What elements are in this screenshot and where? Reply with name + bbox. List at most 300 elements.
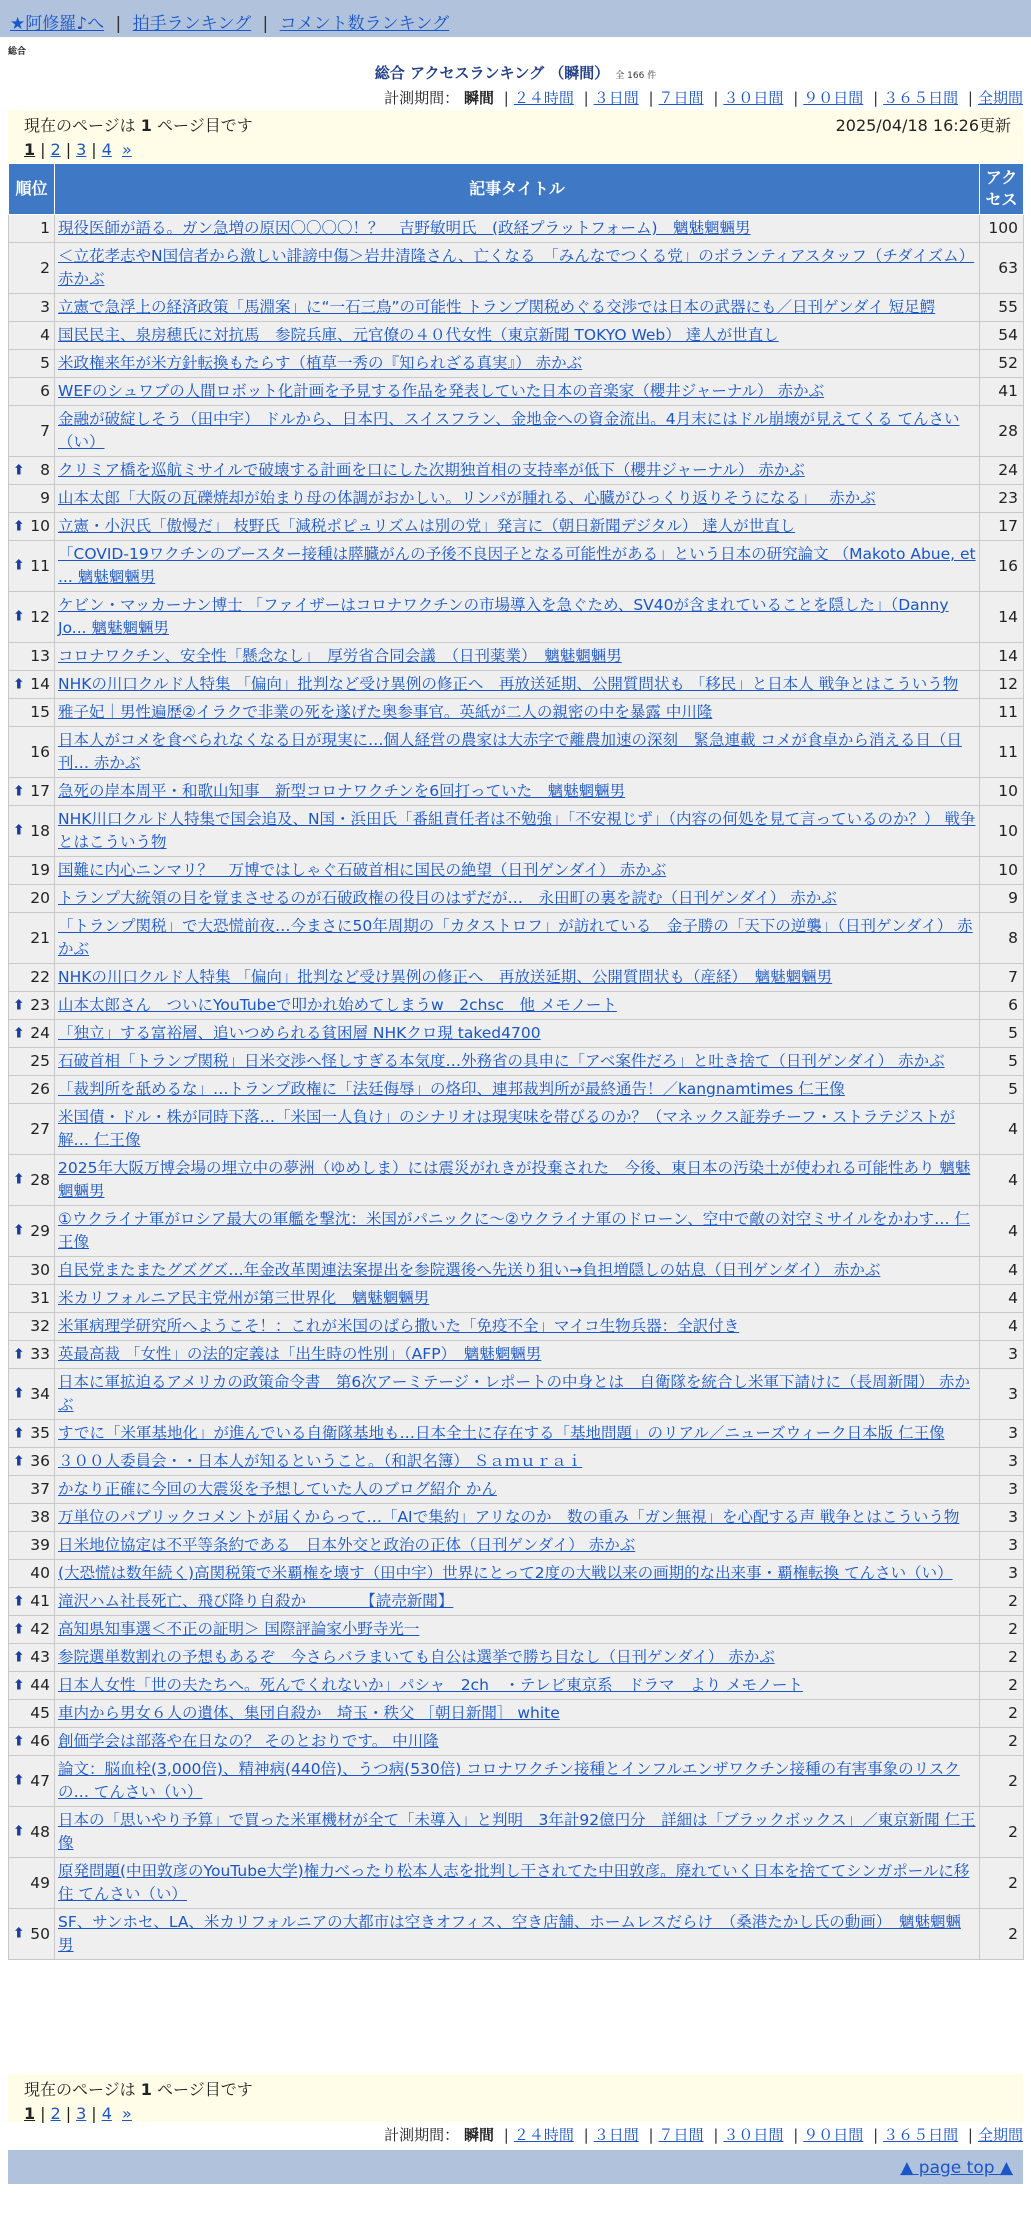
rank-cell — [9, 913, 55, 964]
access-count: 6 — [980, 992, 1024, 1020]
table-row — [9, 806, 1024, 857]
rank-cell — [9, 1756, 55, 1807]
table-row — [9, 322, 1024, 350]
article-title-link[interactable]: 論文：脳血栓(3,000倍)、精神病(440倍)、うつ病(530倍) コロナワクチン接種とインフルエンザワクチン接種の有害事象のリスクの… てんさい（い） — [58, 1760, 960, 1801]
page-link-4[interactable]: 4 — [101, 2104, 112, 2123]
page-link-2[interactable]: 2 — [50, 140, 61, 159]
table-row — [9, 643, 1024, 671]
rank-number: 33 — [30, 1345, 50, 1363]
rank-number: 43 — [30, 1648, 50, 1666]
access-count: 23 — [980, 485, 1024, 513]
table-row — [9, 1644, 1024, 1672]
rank-cell — [9, 1728, 55, 1756]
title-cell — [55, 643, 980, 671]
rank-cell — [9, 1104, 55, 1155]
period-90d-link[interactable]: ９０日間 — [803, 89, 864, 107]
rank-cell — [9, 592, 55, 643]
rank-up-arrow-icon: ⬆ — [13, 1171, 25, 1188]
rank-up-arrow-icon: ⬆ — [13, 1823, 25, 1840]
period-3d-link[interactable]: ３日間 — [593, 2126, 639, 2144]
period-24h-link[interactable]: ２４時間 — [513, 89, 574, 107]
table-row — [9, 243, 1024, 294]
next-page-link[interactable]: » — [122, 2104, 132, 2123]
rank-up-arrow-icon: ⬆ — [13, 676, 25, 692]
article-title-link[interactable]: かなり正確に今回の大震災を予想していた人のブログ紹介 かん — [58, 1480, 497, 1498]
title-cell — [55, 378, 980, 406]
ranking-table-body — [9, 215, 1024, 1960]
rank-cell — [9, 671, 55, 699]
footer-bar — [8, 2150, 1023, 2184]
rank-cell — [9, 1616, 55, 1644]
table-row — [9, 592, 1024, 643]
table-row — [9, 857, 1024, 885]
rank-number: 35 — [30, 1424, 50, 1442]
rank-up-arrow-icon: ⬆ — [13, 608, 25, 625]
table-row — [9, 1020, 1024, 1048]
rank-up-arrow-icon: ⬆ — [13, 1425, 25, 1441]
period-365d-link[interactable]: ３６５日間 — [883, 89, 959, 107]
title-cell — [55, 485, 980, 513]
title-cell — [55, 322, 980, 350]
rank-number: 26 — [30, 1080, 50, 1098]
rank-cell — [9, 964, 55, 992]
table-row — [9, 1104, 1024, 1155]
article-title-link[interactable]: 日本に軍拡迫るアメリカの政策命令書 第6次アーミテージ・レポートの中身とは 自衛隊を統合し米軍下請けに（長周新聞） 赤かぶ — [58, 1373, 970, 1414]
table-row — [9, 378, 1024, 406]
access-count: 2 — [980, 1909, 1024, 1960]
article-title-link[interactable]: NHKの川口クルド人特集 「偏向」批判など受け異例の修正へ 再放送延期、公開質問状も（産経） 魑魅魍魎男 — [58, 968, 833, 986]
rank-number: 46 — [30, 1732, 50, 1750]
rank-number: 41 — [30, 1592, 50, 1610]
rank-cell — [9, 806, 55, 857]
page-status-prefix: 現在のページは — [24, 2080, 136, 2099]
rank-cell — [9, 727, 55, 778]
access-count: 3 — [980, 1369, 1024, 1420]
period-30d-link[interactable]: ３０日間 — [723, 89, 784, 107]
access-count: 2 — [980, 1616, 1024, 1644]
rank-number: 11 — [30, 556, 50, 575]
title-cell — [55, 964, 980, 992]
article-title-link[interactable]: (大恐慌は数年続く)高関税策で米覇権を壊す（田中宇）世界にとって2度の大戦以来の画期的な出来事・覇権転換 てんさい（い） — [58, 1564, 953, 1582]
title-cell — [55, 699, 980, 727]
title-cell — [55, 1369, 980, 1420]
access-count: 4 — [980, 1206, 1024, 1257]
title-cell — [55, 1672, 980, 1700]
rank-number: 14 — [30, 675, 50, 693]
article-title-link[interactable]: ケビン・マッカーナン博士 「ファイザーはコロナワクチンの市場導入を急ぐため、SV40が含まれていることを隠した」（Danny Jo... 魑魅魍魎男 — [58, 596, 949, 637]
table-row — [9, 513, 1024, 541]
article-title-link[interactable]: 原発問題(中田敦彦のYouTube大学)権力べったり松本人志を批判し干されてた中田敦彦。廃れていく日本を捨ててシンガポールに移住 てんさい（い） — [58, 1862, 970, 1903]
rank-number: 1 — [40, 219, 50, 237]
rank-cell — [9, 1048, 55, 1076]
article-title-link[interactable]: 創価学会は部落や在日なの？ そのとおりです。 中川隆 — [58, 1732, 439, 1750]
rank-number: 20 — [30, 889, 50, 907]
applause-ranking-link[interactable]: 拍手ランキング — [132, 14, 252, 34]
title-cell — [55, 513, 980, 541]
rank-cell — [9, 294, 55, 322]
page-title-text: 総合 アクセスランキング （瞬間） — [374, 64, 610, 82]
title-cell — [55, 857, 980, 885]
article-title-link[interactable]: 米カリフォルニア民主党州が第三世界化 魑魅魍魎男 — [58, 1289, 430, 1307]
current-page-number: 1 — [140, 116, 152, 135]
rank-cell — [9, 992, 55, 1020]
article-title-link[interactable]: 日本の「思いやり予算」で買った米軍機材が全て「未導入」と判明 3年計92億円分 詳細は「ブラックボックス」／東京新聞 仁王像 — [58, 1811, 976, 1852]
access-count: 2 — [980, 1644, 1024, 1672]
rank-number: 7 — [40, 421, 50, 440]
rank-number: 49 — [30, 1873, 50, 1892]
access-count: 4 — [980, 1313, 1024, 1341]
rank-cell — [9, 1644, 55, 1672]
table-row — [9, 457, 1024, 485]
period-selector: 計測期間： 瞬間 | ２４時間 | ３日間 | ７日間 | ３０日間 | ９０日間 | ３６５日間 | 全期間 — [384, 89, 1023, 107]
title-cell — [55, 1206, 980, 1257]
table-row — [9, 1206, 1024, 1257]
title-column-header: 記事タイトル — [55, 164, 980, 215]
article-title-link[interactable]: 「独立」する富裕層、追いつめられる貧困層 NHKクロ現 taked4700 — [58, 1024, 541, 1042]
article-title-link[interactable]: 雅子妃｜男性遍歴②イラクで非業の死を遂げた奥参事官。英紙が二人の親密の中を暴露 中川隆 — [58, 703, 713, 721]
table-row — [9, 1588, 1024, 1616]
rank-cell — [9, 1341, 55, 1369]
access-count: 11 — [980, 727, 1024, 778]
title-cell — [55, 1532, 980, 1560]
article-title-link[interactable]: 高知県知事選＜不正の証明＞ 国際評論家小野寺光一 — [58, 1620, 420, 1638]
category-label: 総合 — [8, 47, 27, 57]
title-cell — [55, 992, 980, 1020]
article-title-link[interactable]: SF、サンホセ、LA、米カリフォルニアの大都市は空きオフィス、空き店舗、ホームレスだらけ （桑港たかし氏の動画） 魑魅魍魎男 — [58, 1913, 961, 1954]
rank-cell — [9, 378, 55, 406]
period-3d-link[interactable]: ３日間 — [593, 89, 639, 107]
page-link-3[interactable]: 3 — [76, 2104, 87, 2123]
article-title-link[interactable]: トランプ大統領の目を覚まさせるのが石破政権の役目のはずだが… 永田町の裏を読む（日刊ゲンダイ） 赤かぶ — [58, 889, 837, 907]
rank-cell — [9, 243, 55, 294]
table-row — [9, 1155, 1024, 1206]
access-count: 4 — [980, 1104, 1024, 1155]
updated-timestamp: 2025/04/18 16:26更新 — [835, 116, 1011, 135]
title-cell — [55, 1909, 980, 1960]
rank-cell — [9, 778, 55, 806]
table-row — [9, 215, 1024, 243]
article-title-link[interactable]: ①ウクライナ軍がロシア最大の軍艦を撃沈：米国がパニックに～②ウクライナ軍のドローン、空中で敵の対空ミサイルをかわす… 仁王像 — [58, 1210, 971, 1251]
rank-up-arrow-icon: ⬆ — [13, 1649, 25, 1665]
access-count: 3 — [980, 1560, 1024, 1588]
asyura-home-link[interactable]: ★阿修羅♪へ — [10, 14, 105, 34]
article-title-link[interactable]: 日本人がコメを食べられなくなる日が現実に…個人経営の農家は大赤字で離農加速の深刻 緊急連載 コメが食卓から消える日（日刊… 赤かぶ — [58, 731, 962, 772]
article-title-link[interactable]: 英最高裁 「女性」の法的定義は「出生時の性別」（AFP） 魑魅魍魎男 — [58, 1345, 542, 1363]
rank-up-arrow-icon: ⬆ — [13, 518, 25, 534]
table-row — [9, 671, 1024, 699]
rank-cell — [9, 1369, 55, 1420]
article-title-link[interactable]: 立憲で急浮上の経済政策「馬淵案」に“一石三鳥”の可能性 トランプ関税めぐる交渉では日本の武器にも／日刊ゲンダイ 短足鰐 — [58, 298, 936, 316]
rank-up-arrow-icon: ⬆ — [13, 1621, 25, 1637]
title-cell — [55, 1155, 980, 1206]
access-count: 3 — [980, 1420, 1024, 1448]
rank-number: 18 — [30, 821, 50, 840]
rank-number: 38 — [30, 1508, 50, 1526]
table-row — [9, 885, 1024, 913]
rank-number: 10 — [30, 517, 50, 535]
rank-cell — [9, 513, 55, 541]
page-link-1[interactable]: 1 — [24, 2104, 36, 2123]
page-links: 1 | 2 | 3 | 4 » — [24, 2104, 132, 2123]
access-count: 16 — [980, 541, 1024, 592]
page-status-prefix: 現在のページは — [24, 116, 136, 135]
rank-number: 5 — [40, 354, 50, 372]
rank-cell — [9, 1448, 55, 1476]
access-count: 55 — [980, 294, 1024, 322]
table-row — [9, 1909, 1024, 1960]
article-title-link[interactable]: 急死の岸本周平・和歌山知事 新型コロナワクチンを6回打っていた 魑魅魍魎男 — [58, 782, 626, 800]
rank-number: 25 — [30, 1052, 50, 1070]
article-title-link[interactable]: 山本太郎「大阪の瓦礫焼却が始まり母の体調がおかしい。リンパが腫れる、心臓がひっくり返りそうになる」 赤かぶ — [58, 489, 876, 507]
rank-up-arrow-icon: ⬆ — [13, 1222, 25, 1239]
page-status-suffix: ページ目です — [157, 2080, 253, 2099]
access-count: 41 — [980, 378, 1024, 406]
access-count: 2 — [980, 1858, 1024, 1909]
next-page-link[interactable]: » — [122, 140, 132, 159]
table-row — [9, 727, 1024, 778]
table-row — [9, 1076, 1024, 1104]
access-count: 3 — [980, 1341, 1024, 1369]
pager-top — [8, 110, 1023, 163]
rank-cell — [9, 1560, 55, 1588]
title-cell — [55, 1341, 980, 1369]
article-title-link[interactable]: 参院選単数割れの予想もあるぞ 今さらバラまいても自公は選挙で勝ち目なし（日刊ゲンダイ） 赤かぶ — [58, 1648, 775, 1666]
access-count: 4 — [980, 1257, 1024, 1285]
rank-up-arrow-icon: ⬆ — [13, 783, 25, 799]
rank-cell — [9, 1504, 55, 1532]
period-label: 計測期間： — [384, 89, 460, 107]
rank-number: 30 — [30, 1261, 50, 1279]
access-count: 100 — [980, 215, 1024, 243]
access-count: 10 — [980, 778, 1024, 806]
rank-number: 48 — [30, 1822, 50, 1841]
rank-cell — [9, 1420, 55, 1448]
title-cell — [55, 806, 980, 857]
article-title-link[interactable]: 2025年大阪万博会場の埋立中の夢洲（ゆめしま）には震災がれきが投棄された 今後、東日本の汚染土が使われる可能性あり 魑魅魍魎男 — [58, 1159, 971, 1200]
rank-cell — [9, 350, 55, 378]
access-count: 5 — [980, 1048, 1024, 1076]
article-title-link[interactable]: 車内から男女６人の遺体、集団自殺か 埼玉・秩父 ［朝日新聞］ white — [58, 1704, 560, 1722]
rank-cell — [9, 1285, 55, 1313]
rank-cell — [9, 1858, 55, 1909]
access-count: 11 — [980, 699, 1024, 727]
article-title-link[interactable]: 米国債・ドル・株が同時下落…「米国一人負け」のシナリオは現実味を帯びるのか？（マネックス証券チーフ・ストラテジストが解… 仁王像 — [58, 1108, 956, 1149]
article-title-link[interactable]: 山本太郎さん ついにYouTubeで叩かれ始めてしまうw 2chsc 他 メモノート — [58, 996, 617, 1014]
comment-ranking-link[interactable]: コメント数ランキング — [279, 14, 450, 34]
article-title-link[interactable]: クリミア橋を巡航ミサイルで破壊する計画を口にした次期独首相の支持率が低下（櫻井ジャーナル） 赤かぶ — [58, 461, 805, 479]
rank-number: 12 — [30, 607, 50, 626]
rank-number: 36 — [30, 1452, 50, 1470]
table-row — [9, 913, 1024, 964]
rank-cell — [9, 1807, 55, 1858]
title-cell — [55, 1756, 980, 1807]
period-7d-link[interactable]: ７日間 — [658, 2126, 704, 2144]
rank-cell — [9, 215, 55, 243]
title-cell — [55, 671, 980, 699]
article-title-link[interactable]: すでに「米軍基地化」が進んでいる自衛隊基地も…日本全土に存在する「基地問題」のリアル／ニューズウィーク日本版 仁王像 — [58, 1424, 945, 1442]
title-cell — [55, 885, 980, 913]
article-title-link[interactable]: ＜立花孝志やN国信者から激しい誹謗中傷＞岩井清隆さん、亡くなる 「みんなでつくる党」のボランティアスタッフ（チダイズム） 赤かぶ — [58, 247, 975, 288]
table-row — [9, 1369, 1024, 1420]
page-status — [24, 2078, 1007, 2102]
table-row — [9, 1504, 1024, 1532]
period-all-link[interactable]: 全期間 — [977, 89, 1023, 107]
page-link-3[interactable]: 3 — [76, 140, 87, 159]
title-cell — [55, 778, 980, 806]
title-cell — [55, 406, 980, 457]
rank-number: 37 — [30, 1480, 50, 1498]
access-count: 12 — [980, 671, 1024, 699]
period-24h-link[interactable]: ２４時間 — [513, 2126, 574, 2144]
rank-up-arrow-icon: ⬆ — [13, 1772, 25, 1789]
title-cell — [55, 1448, 980, 1476]
title-cell — [55, 913, 980, 964]
rank-up-arrow-icon: ⬆ — [13, 1025, 25, 1041]
rank-up-arrow-icon: ⬆ — [13, 462, 25, 478]
article-title-link[interactable]: 国民民主、泉房穂氏に対抗馬 参院兵庫、元官僚の４０代女性（東京新聞 TOKYO Web） 達人が世直し — [58, 326, 779, 344]
article-title-link[interactable]: 自民党またまたグズグズ…年金改革関連法案提出を参院選後へ先送り狙い→負担増隠しの姑息（日刊ゲンダイ） 赤かぶ — [58, 1261, 881, 1279]
title-cell — [55, 1420, 980, 1448]
separator: | — [262, 14, 269, 34]
rank-up-arrow-icon: ⬆ — [13, 1346, 25, 1362]
rank-cell — [9, 322, 55, 350]
page-link-4[interactable]: 4 — [101, 140, 112, 159]
article-title-link[interactable]: 金融が破綻しそう（田中宇） ドルから、日本円、スイスフラン、金地金への資金流出。4月末にはドル崩壊が見えてくる てんさい（い） — [58, 410, 960, 451]
separator: | — [115, 14, 122, 34]
rank-number: 8 — [40, 461, 50, 479]
period-label: 計測期間： — [384, 2126, 460, 2144]
article-title-link[interactable]: 立憲・小沢氏「傲慢だ」 枝野氏「減税ポピュリズムは別の党」発言に（朝日新聞デジタル） 達人が世直し — [58, 517, 796, 535]
article-title-link[interactable]: NHKの川口クルド人特集 「偏向」批判など受け異例の修正へ 再放送延期、公開質問状も 「移民」と日本人 戦争とはこういう物 — [58, 675, 959, 693]
access-count: 17 — [980, 513, 1024, 541]
title-cell — [55, 1644, 980, 1672]
article-title-link[interactable]: コロナワクチン、安全性「懸念なし」 厚労省合同会議 （日刊薬業） 魑魅魍魎男 — [58, 647, 622, 665]
article-title-link[interactable]: 米政権来年が米方針転換もたらす（植草一秀の『知られざる真実』） 赤かぶ — [58, 354, 583, 372]
article-title-link[interactable]: ３００人委員会・・日本人が知るということ。（和訳名簿） Ｓａｍｕｒａｉ — [58, 1452, 583, 1470]
table-row — [9, 1257, 1024, 1285]
table-row — [9, 1756, 1024, 1807]
article-title-link[interactable]: 「COVID-19ワクチンのブースター接種は膵臓がんの予後不良因子となる可能性がある」という日本の研究論文 （Makoto Abue, et ... 魑魅魍魎男 — [58, 545, 976, 586]
period-30d-link[interactable]: ３０日間 — [723, 2126, 784, 2144]
rank-number: 42 — [30, 1620, 50, 1638]
table-row — [9, 1448, 1024, 1476]
article-title-link[interactable]: 国難に内心ニンマリ？ 万博ではしゃぐ石破首相に国民の絶望（日刊ゲンダイ） 赤かぶ — [58, 861, 667, 879]
access-count: 7 — [980, 964, 1024, 992]
top-nav-bar — [0, 0, 1031, 37]
period-current: 瞬間 — [463, 89, 494, 107]
title-cell — [55, 1285, 980, 1313]
article-title-link[interactable]: 日本人女性「世の夫たちへ。死んでくれないか」パシャ 2ch ・テレビ東京系 ドラマ より メモノート — [58, 1676, 803, 1694]
rank-number: 47 — [30, 1771, 50, 1790]
page-top-link[interactable]: ▲ page top ▲ — [900, 2158, 1013, 2178]
article-title-link[interactable]: 万単位のパブリックコメントが届くからって…「AIで集約」アリなのか 数の重み「ガン無視」を心配する声 戦争とはこういう物 — [58, 1508, 960, 1526]
article-title-link[interactable]: 「トランプ関税」で大恐慌前夜…今まさに50年周期の「カタストロフ」が訪れている 金子勝の「天下の逆襲」（日刊ゲンダイ） 赤かぶ — [58, 917, 973, 958]
rank-cell — [9, 1155, 55, 1206]
title-cell — [55, 1588, 980, 1616]
period-all-link[interactable]: 全期間 — [977, 2126, 1023, 2144]
rank-up-arrow-icon: ⬆ — [13, 1677, 25, 1693]
access-count: 9 — [980, 885, 1024, 913]
rank-number: 31 — [30, 1289, 50, 1307]
rank-number: 45 — [30, 1704, 50, 1722]
table-row — [9, 1700, 1024, 1728]
access-count: 3 — [980, 1448, 1024, 1476]
title-cell — [55, 457, 980, 485]
rank-number: 9 — [40, 489, 50, 507]
title-cell — [55, 1020, 980, 1048]
access-count: 3 — [980, 1532, 1024, 1560]
title-cell — [55, 1807, 980, 1858]
rank-number: 23 — [30, 996, 50, 1014]
rank-number: 27 — [30, 1119, 50, 1138]
period-90d-link[interactable]: ９０日間 — [803, 2126, 864, 2144]
article-title-link[interactable]: 滝沢ハム社長死亡、飛び降り自殺か 【読売新聞】 — [58, 1592, 454, 1610]
rank-up-arrow-icon: ⬆ — [13, 997, 25, 1013]
page-links: 1 | 2 | 3 | 4 » — [24, 140, 132, 159]
table-header-row — [9, 164, 1024, 215]
article-title-link[interactable]: 「裁判所を舐めるな」…トランプ政権に「法廷侮辱」の烙印、連邦裁判所が最終通告！／kangnamtimes 仁王像 — [58, 1080, 845, 1098]
page-status-suffix: ページ目です — [157, 116, 253, 135]
page-link-1[interactable]: 1 — [24, 140, 36, 159]
access-count: 28 — [980, 406, 1024, 457]
period-365d-link[interactable]: ３６５日間 — [883, 2126, 959, 2144]
title-cell — [55, 1504, 980, 1532]
article-title-link[interactable]: 米軍病理学研究所へようこそ！：これが米国のばら撒いた「免疫不全」マイコ生物兵器：全訳付き — [58, 1317, 740, 1335]
rank-number: 19 — [30, 861, 50, 879]
access-count: 2 — [980, 1700, 1024, 1728]
article-title-link[interactable]: WEFのシュワブの人間ロボット化計画を予見する作品を発表していた日本の音楽家（櫻井ジャーナル） 赤かぶ — [58, 382, 825, 400]
page-link-2[interactable]: 2 — [50, 2104, 61, 2123]
access-count: 5 — [980, 1076, 1024, 1104]
table-row — [9, 1420, 1024, 1448]
page-title — [0, 62, 1031, 83]
rank-number: 50 — [30, 1924, 50, 1943]
article-title-link[interactable]: 石破首相「トランプ関税」日米交渉へ怪しすぎる本気度…外務省の具申に「アベ案件だろ」と吐き捨て（日刊ゲンダイ） 赤かぶ — [58, 1052, 945, 1070]
article-title-link[interactable]: NHK川口クルド人特集で国会追及、N国・浜田氏「番組責任者は不勉強」「不安視じず」（内容の何処を見て言っているのか？） 戦争とはこういう物 — [58, 810, 976, 851]
table-row — [9, 1313, 1024, 1341]
rank-number: 40 — [30, 1564, 50, 1582]
current-page-number: 1 — [140, 2080, 152, 2099]
title-cell — [55, 243, 980, 294]
access-count: 2 — [980, 1588, 1024, 1616]
access-count: 54 — [980, 322, 1024, 350]
table-row — [9, 1532, 1024, 1560]
title-cell — [55, 215, 980, 243]
rank-number: 28 — [30, 1170, 50, 1189]
rank-up-arrow-icon: ⬆ — [13, 1385, 25, 1402]
item-count: 全 166 件 — [615, 71, 657, 81]
table-row — [9, 1560, 1024, 1588]
rank-cell — [9, 541, 55, 592]
table-row — [9, 350, 1024, 378]
table-row — [9, 699, 1024, 727]
title-cell — [55, 1700, 980, 1728]
period-7d-link[interactable]: ７日間 — [658, 89, 704, 107]
rank-number: 24 — [30, 1024, 50, 1042]
title-cell — [55, 1048, 980, 1076]
article-title-link[interactable]: 日米地位協定は不平等条約である 日本外交と政治の正体（日刊ゲンダイ） 赤かぶ — [58, 1536, 636, 1554]
title-cell — [55, 1858, 980, 1909]
access-count: 3 — [980, 1504, 1024, 1532]
rank-cell — [9, 1909, 55, 1960]
access-count: 10 — [980, 806, 1024, 857]
table-row — [9, 294, 1024, 322]
rank-cell — [9, 485, 55, 513]
rank-number: 32 — [30, 1317, 50, 1335]
article-title-link[interactable]: 現役医師が語る。ガン急増の原因〇〇〇〇！？ 吉野敏明氏 (政経プラットフォーム) 魑魅魍魎男 — [58, 219, 751, 237]
rank-up-arrow-icon: ⬆ — [13, 557, 25, 574]
rank-up-arrow-icon: ⬆ — [13, 1593, 25, 1609]
